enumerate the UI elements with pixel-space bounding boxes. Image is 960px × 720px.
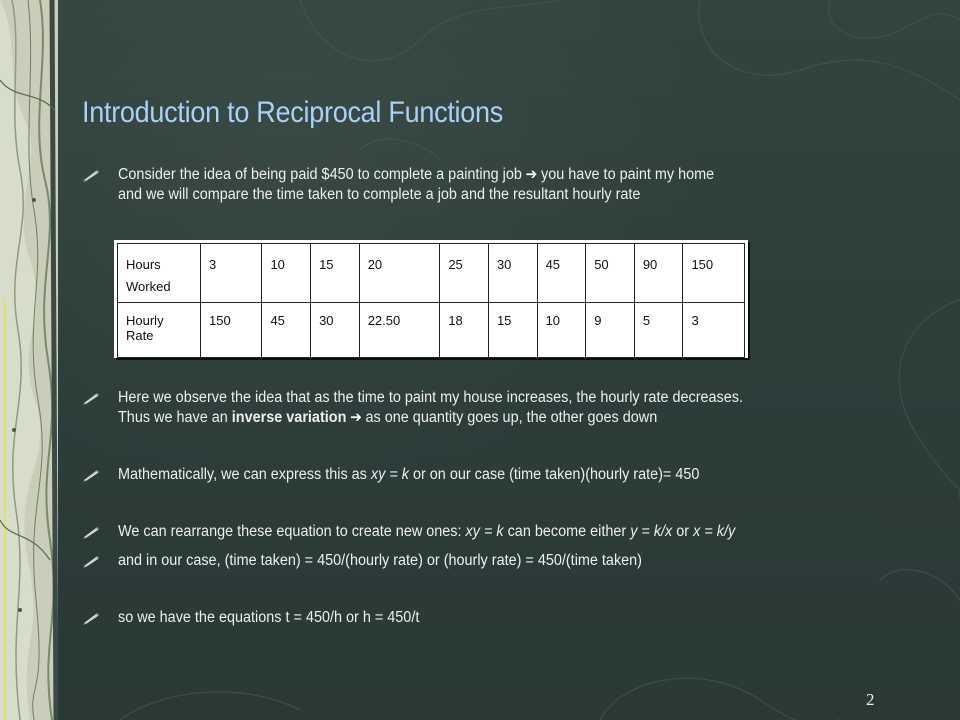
- slide-title: Introduction to Reciprocal Functions: [82, 96, 504, 129]
- table-cell: 18: [440, 303, 489, 358]
- table-cell: 150: [683, 244, 745, 303]
- table-header-hours: Hours Worked: [118, 244, 201, 303]
- bullet-intro-text: [118, 165, 819, 205]
- table-cell: 9: [586, 303, 635, 358]
- table-row-rate: [118, 303, 745, 358]
- bullet-our-case-text: and in our case, (time taken) = 450/(hourly rate) or (hourly rate) = 450/(time taken): [118, 552, 642, 569]
- pencil-bullet-icon: [82, 611, 100, 625]
- bullet-observation-part2: as one quantity goes up, the other goes down: [365, 409, 658, 426]
- equation-xy-k: xy = k: [370, 466, 409, 483]
- table-cell: 10: [262, 244, 311, 303]
- table-cell: 30: [488, 244, 537, 303]
- table-cell: 15: [488, 303, 537, 358]
- pencil-bullet-icon: [82, 468, 100, 482]
- table-cell: 20: [359, 244, 440, 303]
- table-cell: 25: [440, 244, 489, 303]
- bullet-observation-text: [118, 388, 819, 428]
- bullet-equations: [82, 608, 872, 628]
- pencil-bullet-icon: [82, 168, 100, 182]
- table-cell: 5: [634, 303, 683, 358]
- page-number: 2: [866, 690, 875, 709]
- hours-rate-table: [117, 243, 745, 358]
- inverse-variation-term: inverse variation: [231, 409, 347, 426]
- table-cell: 22.50: [359, 303, 440, 358]
- bullet-observation-line1: Here we observe the idea that as the time to paint my house increases, the hourly rate decreases.: [118, 389, 744, 406]
- bullet-intro-part1: Consider the idea of being paid $450 to complete a painting job: [118, 166, 522, 183]
- table-cell: 45: [262, 303, 311, 358]
- table-cell: 90: [634, 244, 683, 303]
- table-cell: 150: [201, 303, 262, 358]
- equation-y-k-over-x: y = k/x: [630, 523, 673, 540]
- bullet-rearrange-text: We can rearrange these equation to create new ones: xy = k can become either y = k/x or x = k/y: [118, 523, 736, 540]
- bullet-intro: [82, 165, 872, 205]
- bullet-our-case: [82, 551, 872, 571]
- topographic-map-strip: [0, 0, 58, 720]
- bullet-observation-part1: Thus we have an: [118, 409, 228, 426]
- bullet-math-expression: [82, 465, 872, 485]
- table-cell: 45: [537, 244, 586, 303]
- bullet-observation: [82, 388, 872, 428]
- hours-rate-table-container: [114, 240, 748, 358]
- right-arrow-icon: ➔: [350, 409, 362, 426]
- table-cell: 50: [586, 244, 635, 303]
- bullet-intro-line2: and we will compare the time taken to complete a job and the resultant hourly rate: [118, 186, 641, 203]
- table-cell: 3: [683, 303, 745, 358]
- bullet-equations-text: so we have the equations t = 450/h or h = 450/t: [118, 609, 420, 626]
- table-row-hours: [118, 244, 745, 303]
- pencil-bullet-icon: [82, 391, 100, 405]
- table-cell: 3: [201, 244, 262, 303]
- table-cell: 15: [311, 244, 360, 303]
- pencil-bullet-icon: [82, 554, 100, 568]
- bullet-rearrange: [82, 522, 872, 542]
- equation-xy-k: xy = k: [465, 523, 504, 540]
- bullet-intro-part2: you have to paint my home: [541, 166, 715, 183]
- equation-x-k-over-y: x = k/y: [693, 523, 736, 540]
- table-cell: 30: [311, 303, 360, 358]
- pencil-bullet-icon: [82, 525, 100, 539]
- right-arrow-icon: ➔: [525, 166, 538, 183]
- bullet-math-expression-text: Mathematically, we can express this as xy = k or on our case (time taken)(hourly rate)= 450: [118, 466, 700, 483]
- table-cell: 10: [537, 303, 586, 358]
- table-header-rate: Hourly Rate: [118, 303, 201, 358]
